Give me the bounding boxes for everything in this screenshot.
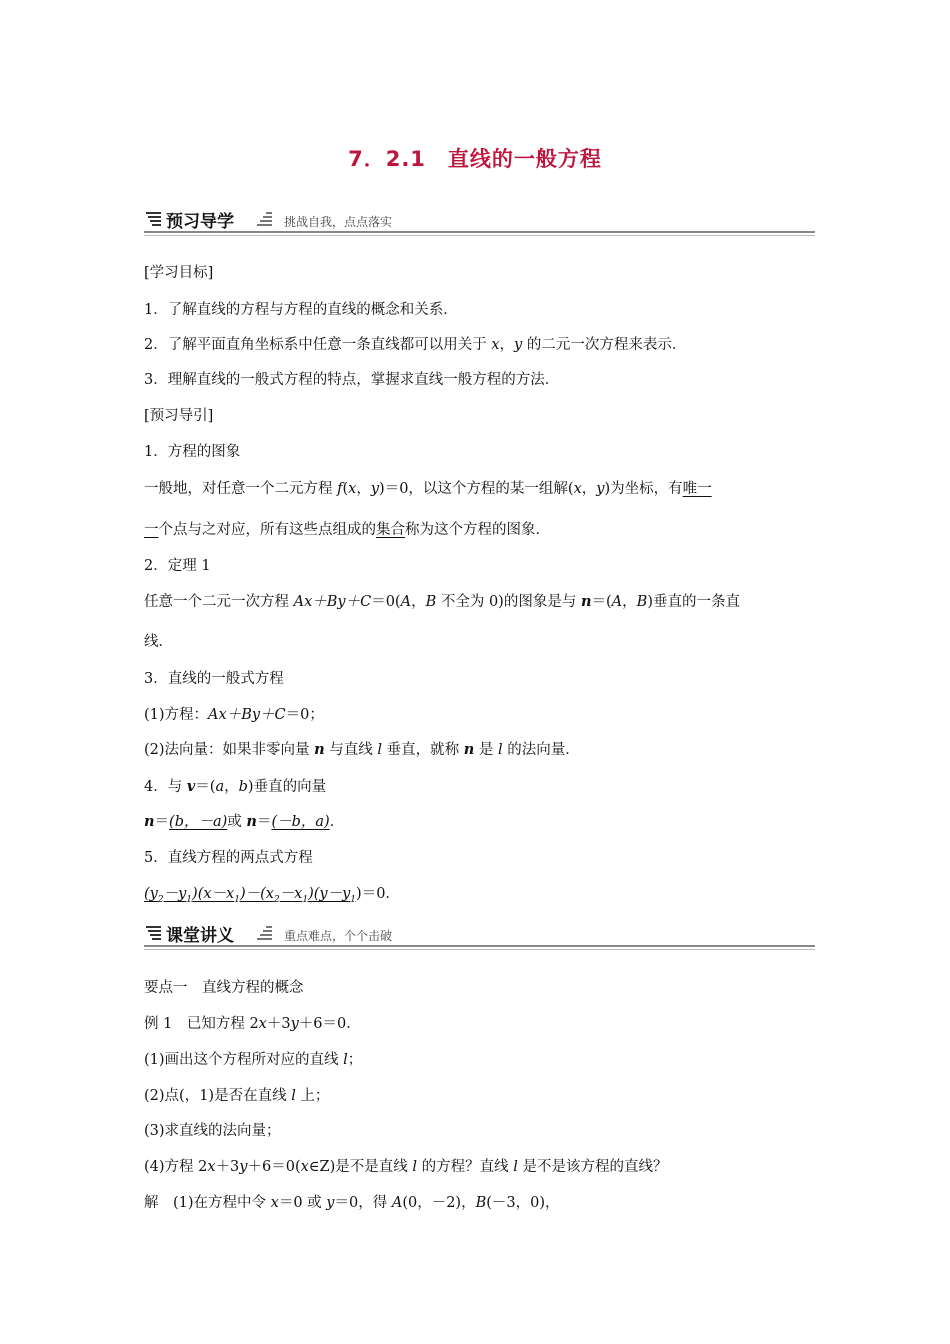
- blank-answer: 集合: [376, 522, 405, 538]
- question-3: (3)求直线的法向量；: [144, 1123, 281, 1139]
- example-1: 例 1 已知方程 2x＋3y＋6＝0．: [144, 1016, 361, 1032]
- section-tail-icon: [256, 925, 274, 941]
- blank-answer: (－b，a): [271, 814, 330, 830]
- section-rule: [144, 945, 815, 947]
- section-rule-thin: [144, 235, 815, 236]
- blank-answer: (b，－a): [169, 814, 228, 830]
- section-header-lecture: [144, 921, 815, 947]
- section-tail-icon: [256, 211, 274, 227]
- blank-answer: 一: [144, 522, 159, 538]
- item-1-text-line-2: 一个点与之对应，所有这些点组成的集合称为这个方程的图象．: [144, 522, 550, 538]
- page-title: 7．2.1 直线的一般方程: [348, 147, 602, 171]
- key-point-1: 要点一 直线方程的概念: [144, 980, 304, 996]
- section-header-preview: [144, 207, 815, 233]
- item-4-answer: n＝(b，－a)或 n＝(－b，a)．: [144, 813, 345, 830]
- question-4: (4)方程 2x＋3y＋6＝0(x∈Z)是不是直线 l 的方程？直线 l 是不是该方程的直线？: [144, 1159, 668, 1175]
- goal-1: 1．了解直线的方程与方程的直线的概念和关系．: [144, 302, 458, 318]
- section-subtitle: 挑战自我，点点落实: [284, 215, 393, 229]
- solution-line-1: 解 (1)在方程中令 x＝0 或 y＝0，得 A(0，－2)，B(－3，0)，: [144, 1195, 560, 1211]
- item-3-sub-1: (1)方程：Ax＋By＋C＝0；: [144, 707, 324, 723]
- item-5-heading: 5．直线方程的两点式方程: [144, 850, 313, 866]
- section-lead-icon: [144, 211, 162, 227]
- goal-2: 2．了解平面直角坐标系中任意一条直线都可以用关于 x，y 的二元一次方程来表示．: [144, 337, 687, 353]
- blank-answer: 唯一: [682, 481, 712, 497]
- section-rule: [144, 231, 815, 233]
- goal-3: 3．理解直线的一般式方程的特点，掌握求直线一般方程的方法．: [144, 372, 560, 388]
- item-3-heading: 3．直线的一般式方程: [144, 671, 284, 687]
- section-title: 预习导学: [166, 212, 234, 232]
- section-title: 课堂讲义: [166, 926, 234, 946]
- item-3-sub-2: (2)法向量：如果非零向量 n 与直线 l 垂直，就称 n 是 l 的法向量．: [144, 741, 580, 758]
- item-2-text-line-2: 线．: [144, 634, 173, 650]
- item-5-equation: $(y_2-y_1)(x-x_1)-(x_2-x_1)(y-y_1)=0$．: [144, 886, 400, 905]
- item-1-heading: 1．方程的图象: [144, 444, 241, 460]
- section-lead-icon: [144, 925, 162, 941]
- item-2-heading: 2．定理 1: [144, 558, 211, 574]
- item-1-text-line-1: 一般地，对任意一个二元方程 f(x，y)＝0，以这个方程的某一组解(x，y)为坐标，有唯一: [144, 481, 712, 497]
- blank-answer: $(y_2-y_1)(x-x_1)-(x_2-x_1)(y-y_1$: [144, 886, 357, 905]
- guide-heading: [预习导引]: [144, 408, 214, 424]
- item-2-text-line-1: 任意一个二元一次方程 Ax＋By＋C＝0(A，B 不全为 0)的图象是与 n＝(A，B)垂直的一条直: [144, 593, 740, 610]
- question-1: (1)画出这个方程所对应的直线 l；: [144, 1052, 363, 1068]
- section-rule-thin: [144, 949, 815, 950]
- item-4-heading: 4．与 v＝(a，b)垂直的向量: [144, 778, 327, 795]
- question-2: (2)点(，1)是否在直线 l 上；: [144, 1088, 330, 1104]
- section-subtitle: 重点难点，个个击破: [284, 929, 393, 943]
- goals-heading: [学习目标]: [144, 265, 214, 281]
